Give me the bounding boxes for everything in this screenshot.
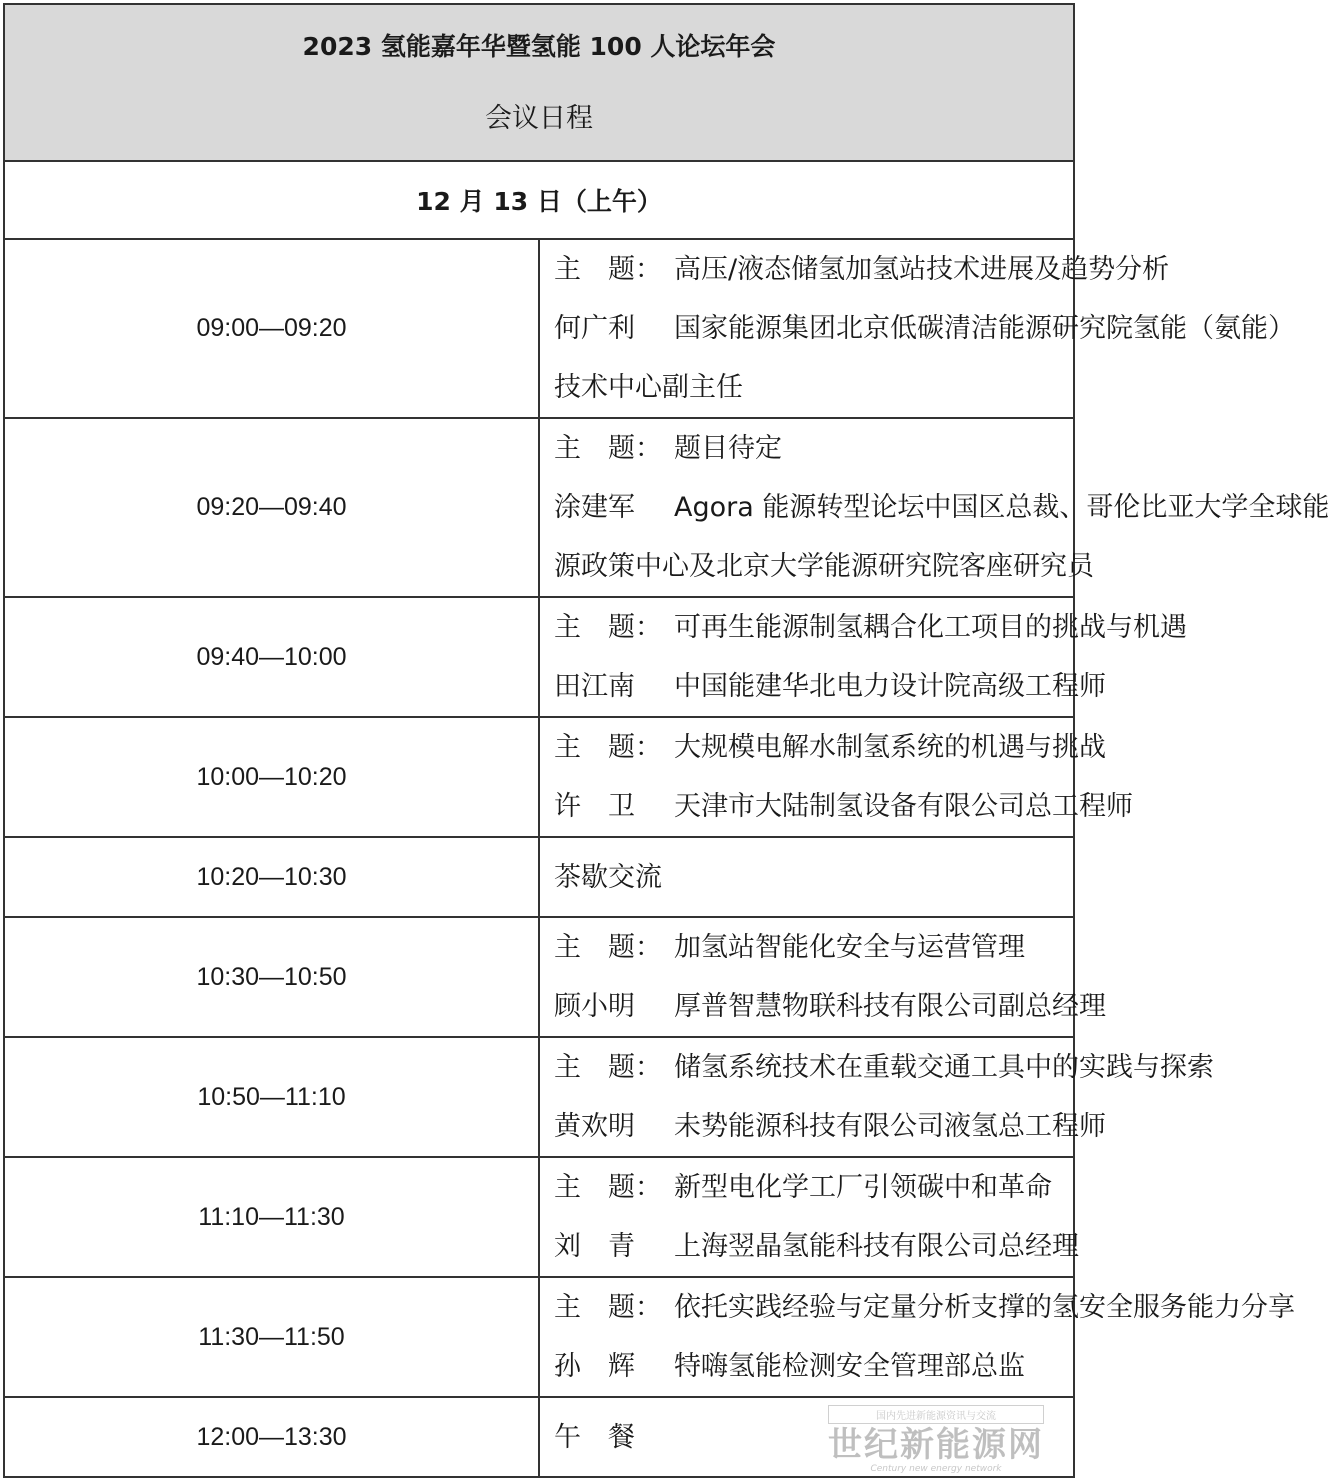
session-row bbox=[4, 1277, 1074, 1397]
session-time: 09:20—09:40 bbox=[4, 418, 539, 597]
session-topic: 大规模电解水制氢系统的机遇与挑战 bbox=[674, 732, 1106, 763]
session-topic: 依托实践经验与定量分析支撑的氢安全服务能力分享 bbox=[674, 1292, 1295, 1323]
header-cell bbox=[4, 4, 1074, 161]
session-time: 12:00—13:30 bbox=[4, 1397, 539, 1477]
speaker-name: 何广利 bbox=[554, 313, 635, 344]
session-row bbox=[4, 1157, 1074, 1277]
speaker-name: 顾小明 bbox=[554, 991, 635, 1022]
session-row bbox=[4, 239, 1074, 418]
watermark-tagline: 国内先进新能源资讯与交流 bbox=[828, 1405, 1044, 1424]
date-row bbox=[4, 161, 1074, 239]
speaker-role-continued: 技术中心副主任 bbox=[554, 372, 743, 403]
document-title: 2023 氢能嘉年华暨氢能 100 人论坛年会 bbox=[302, 31, 776, 61]
date-heading: 12 月 13 日（上午） bbox=[4, 161, 1074, 239]
speaker-role: 中国能建华北电力设计院高级工程师 bbox=[674, 671, 1106, 702]
speaker-role: 国家能源集团北京低碳清洁能源研究院氢能（氨能） bbox=[674, 313, 1295, 344]
speaker-role: 特嗨氢能检测安全管理部总监 bbox=[674, 1351, 1025, 1382]
speaker-role: Agora 能源转型论坛中国区总裁、哥伦比亚大学全球能 bbox=[674, 492, 1329, 523]
session-content bbox=[539, 418, 1329, 597]
session-row bbox=[4, 1037, 1074, 1157]
session-topic: 储氢系统技术在重载交通工具中的实践与探索 bbox=[674, 1052, 1214, 1083]
session-content bbox=[539, 239, 1295, 418]
speaker-name: 许 卫 bbox=[554, 791, 635, 822]
watermark-english: Century new energy network bbox=[870, 1464, 1002, 1474]
session-content bbox=[539, 917, 1106, 1037]
schedule-document bbox=[3, 3, 1329, 1478]
speaker-role: 天津市大陆制氢设备有限公司总工程师 bbox=[674, 791, 1133, 822]
session-topic: 新型电化学工厂引领碳中和革命 bbox=[674, 1172, 1052, 1203]
topic-label: 主 题： bbox=[554, 433, 662, 464]
session-content bbox=[539, 597, 1187, 717]
topic-label: 主 题： bbox=[554, 1292, 662, 1323]
topic-label: 主 题： bbox=[554, 254, 662, 285]
session-row bbox=[4, 418, 1074, 597]
session-topic: 可再生能源制氢耦合化工项目的挑战与机遇 bbox=[674, 612, 1187, 643]
session-content bbox=[539, 717, 1133, 837]
document-subtitle: 会议日程 bbox=[485, 102, 593, 134]
topic-label: 主 题： bbox=[554, 732, 662, 763]
session-time: 09:00—09:20 bbox=[4, 239, 539, 418]
break-label: 茶歇交流 bbox=[554, 861, 662, 893]
session-row bbox=[4, 917, 1074, 1037]
session-content bbox=[539, 1277, 1295, 1397]
session-time: 11:30—11:50 bbox=[4, 1277, 539, 1397]
session-time: 11:10—11:30 bbox=[4, 1157, 539, 1277]
schedule-table bbox=[3, 3, 1329, 1478]
topic-label: 主 题： bbox=[554, 1052, 662, 1083]
session-topic: 题目待定 bbox=[674, 433, 782, 464]
topic-label: 主 题： bbox=[554, 612, 662, 643]
topic-label: 主 题： bbox=[554, 1172, 662, 1203]
session-content bbox=[539, 837, 1074, 917]
speaker-role: 厚普智慧物联科技有限公司副总经理 bbox=[674, 991, 1106, 1022]
session-time: 10:50—11:10 bbox=[4, 1037, 539, 1157]
speaker-name: 孙 辉 bbox=[554, 1351, 635, 1382]
speaker-name: 刘 青 bbox=[554, 1231, 635, 1262]
lunch-label: 午 餐 bbox=[554, 1421, 635, 1453]
speaker-name: 黄欢明 bbox=[554, 1111, 635, 1142]
watermark-name: 世纪新能源网 bbox=[828, 1425, 1044, 1465]
break-row bbox=[4, 837, 1074, 917]
topic-label: 主 题： bbox=[554, 932, 662, 963]
session-row bbox=[4, 597, 1074, 717]
speaker-name: 涂建军 bbox=[554, 492, 635, 523]
speaker-name: 田江南 bbox=[554, 671, 635, 702]
header-row bbox=[4, 4, 1074, 161]
watermark-logo bbox=[828, 1405, 1044, 1474]
session-content bbox=[539, 1037, 1214, 1157]
speaker-role: 上海翌晶氢能科技有限公司总经理 bbox=[674, 1231, 1079, 1262]
session-time: 09:40—10:00 bbox=[4, 597, 539, 717]
session-topic: 加氢站智能化安全与运营管理 bbox=[674, 932, 1025, 963]
session-time: 10:00—10:20 bbox=[4, 717, 539, 837]
speaker-role-continued: 源政策中心及北京大学能源研究院客座研究员 bbox=[554, 551, 1094, 582]
session-time: 10:20—10:30 bbox=[4, 837, 539, 917]
session-time: 10:30—10:50 bbox=[4, 917, 539, 1037]
session-row bbox=[4, 717, 1074, 837]
session-topic: 高压/液态储氢加氢站技术进展及趋势分析 bbox=[674, 254, 1170, 285]
speaker-role: 未势能源科技有限公司液氢总工程师 bbox=[674, 1111, 1106, 1142]
session-content bbox=[539, 1157, 1079, 1277]
